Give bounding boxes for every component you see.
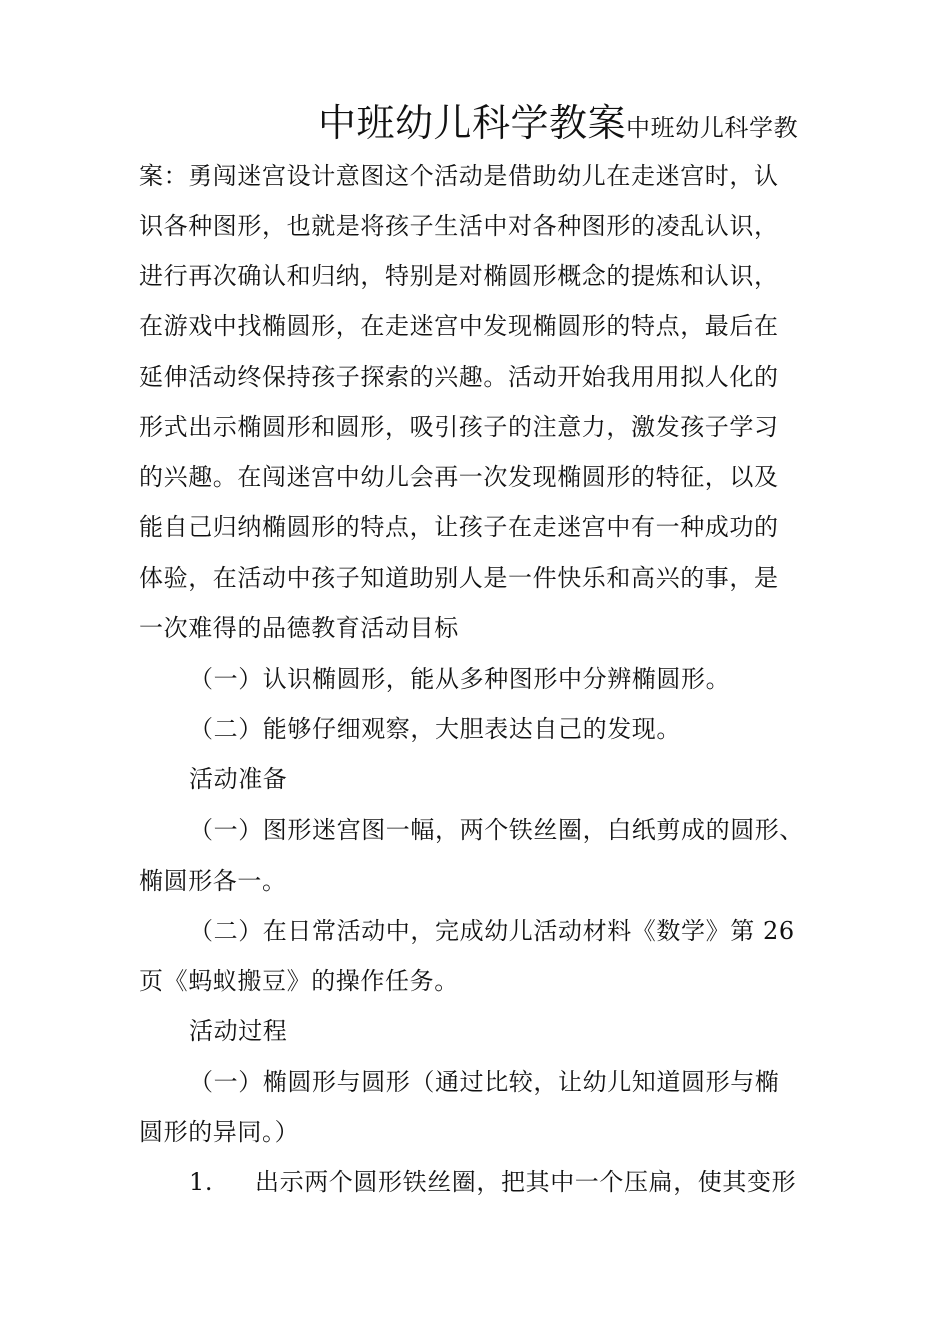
process-item-1-line-1: （一）椭圆形与圆形（通过比较，让幼儿知道圆形与椭	[189, 1068, 780, 1096]
goal-2: （二）能够仔细观察，大胆表达自己的发现。	[189, 715, 681, 743]
intro-line-9: 体验，在活动中孩子知道助别人是一件快乐和高兴的事，是	[139, 564, 779, 592]
prep-item-2-line-1: （二）在日常活动中，完成幼儿活动材料《数学》第 26	[189, 917, 795, 945]
step-1-text: 出示两个圆形铁丝圈，把其中一个压扁，使其变形	[255, 1168, 797, 1196]
step-1-number: 1.	[189, 1168, 214, 1196]
intro-line-5: 延伸活动终保持孩子探索的兴趣。活动开始我用用拟人化的	[139, 363, 779, 391]
intro-line-10: 一次难得的品德教育活动目标	[139, 614, 459, 642]
prep-item-1-line-2: 椭圆形各一。	[139, 867, 287, 895]
goal-1: （一）认识椭圆形，能从多种图形中分辨椭圆形。	[189, 665, 731, 693]
step-1	[189, 1167, 796, 1197]
intro-line-2: 识各种图形，也就是将孩子生活中对各种图形的凌乱认识，	[139, 212, 779, 240]
process-heading: 活动过程	[189, 1017, 288, 1045]
document-title: 中班幼儿科学教案	[318, 101, 627, 145]
prep-heading: 活动准备	[189, 765, 288, 793]
intro-line-4: 在游戏中找椭圆形，在走迷宫中发现椭圆形的特点，最后在	[139, 312, 779, 340]
intro-line-6: 形式出示椭圆形和圆形，吸引孩子的注意力，激发孩子学习	[139, 413, 779, 441]
intro-line-3: 进行再次确认和归纳，特别是对椭圆形概念的提炼和认识，	[139, 262, 779, 290]
prep-item-1-line-1: （一）图形迷宫图一幅，两个铁丝圈，白纸剪成的圆形、	[189, 816, 804, 844]
intro-line-1: 案：勇闯迷宫设计意图这个活动是借助幼儿在走迷宫时，认	[139, 162, 779, 190]
process-item-1-line-2: 圆形的异同。）	[139, 1118, 300, 1146]
title-line	[318, 100, 798, 154]
intro-line-7: 的兴趣。在闯迷宫中幼儿会再一次发现椭圆形的特征，以及	[139, 463, 779, 491]
intro-line-8: 能自己归纳椭圆形的特点，让孩子在走迷宫中有一种成功的	[139, 513, 779, 541]
prep-item-2-line-2: 页《蚂蚁搬豆》的操作任务。	[139, 967, 459, 995]
title-continuation: 中班幼儿科学教	[626, 114, 799, 142]
